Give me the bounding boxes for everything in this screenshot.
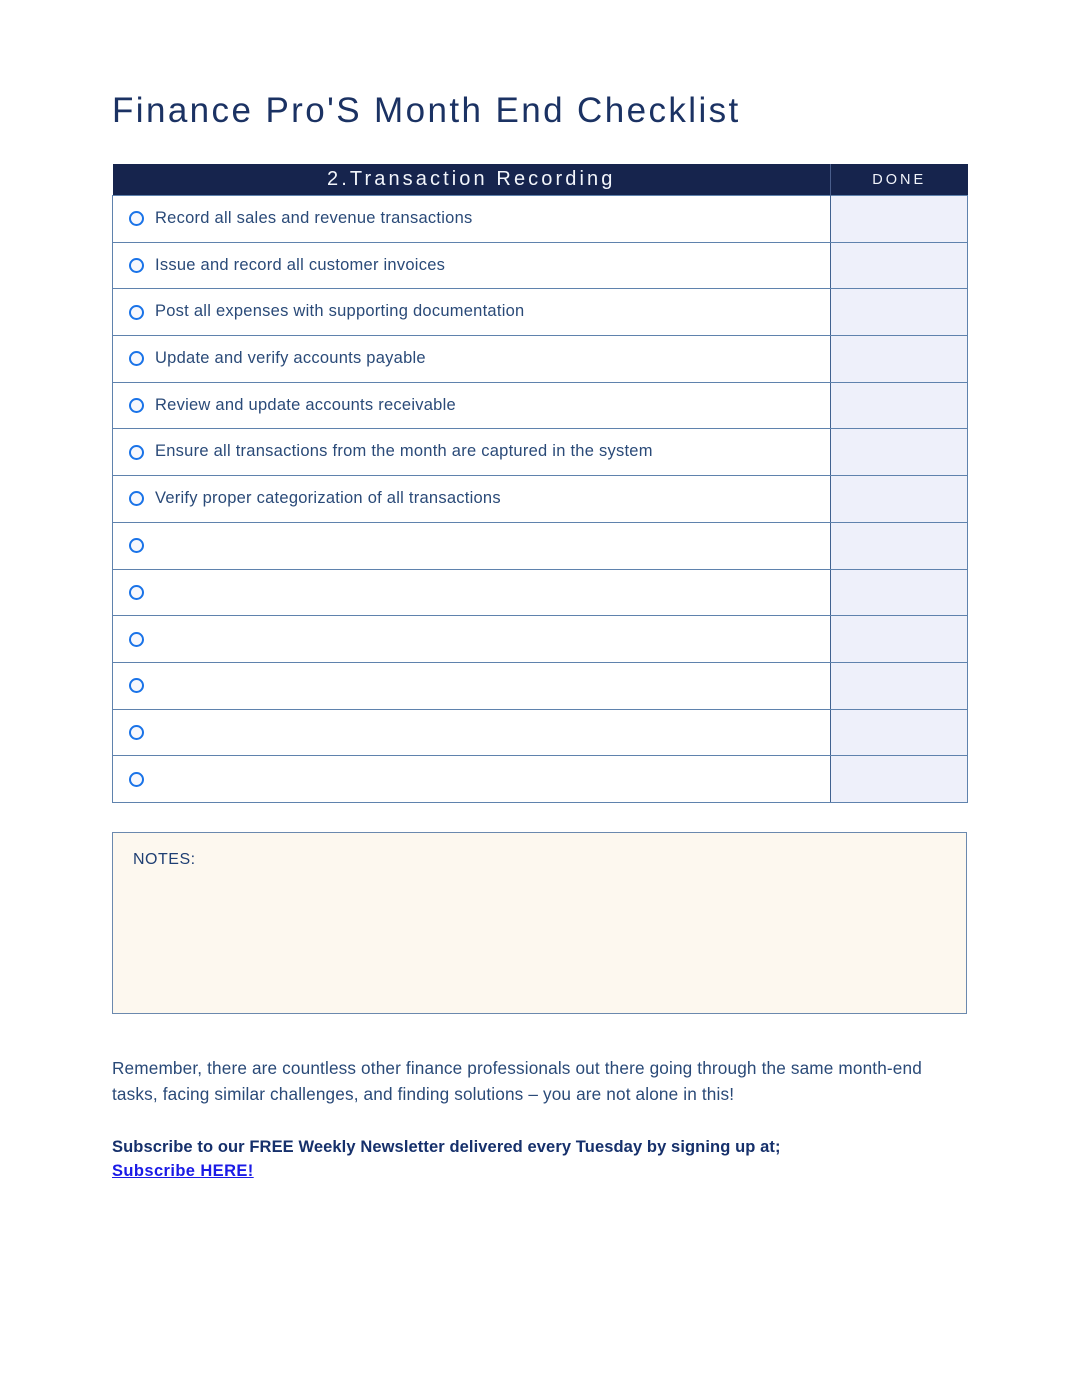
task-cell[interactable] (113, 756, 831, 803)
table-row (113, 476, 968, 523)
task-cell[interactable] (113, 289, 831, 336)
notes-label: NOTES: (133, 851, 196, 868)
task-row-content (129, 489, 830, 509)
checkbox-circle-icon[interactable] (129, 772, 144, 787)
done-column-header: DONE (831, 164, 968, 196)
task-label: Verify proper categorization of all transactions (155, 489, 501, 508)
task-cell[interactable] (113, 476, 831, 523)
done-cell[interactable] (831, 289, 968, 336)
table-row (113, 196, 968, 243)
task-row-content (129, 349, 830, 369)
subscribe-here-link[interactable]: Subscribe HERE! (112, 1162, 254, 1180)
task-cell[interactable] (113, 522, 831, 569)
table-row (113, 569, 968, 616)
checkbox-circle-icon[interactable] (129, 538, 144, 553)
checkbox-circle-icon[interactable] (129, 398, 144, 413)
task-cell[interactable] (113, 382, 831, 429)
task-row-content (129, 538, 830, 553)
checkbox-circle-icon[interactable] (129, 305, 144, 320)
checklist-table-head (113, 164, 968, 196)
checkbox-circle-icon[interactable] (129, 211, 144, 226)
table-row (113, 662, 968, 709)
newsletter-cta-text: Subscribe to our FREE Weekly Newsletter delivered every Tuesday by signing up at; (112, 1138, 781, 1156)
task-row-content (129, 725, 830, 740)
done-cell[interactable] (831, 476, 968, 523)
task-label: Ensure all transactions from the month are captured in the system (155, 442, 653, 461)
section-header-label: 2.Transaction Recording (113, 164, 831, 196)
task-cell[interactable] (113, 709, 831, 756)
task-row-content (129, 209, 830, 229)
done-cell[interactable] (831, 662, 968, 709)
notes-box[interactable] (112, 832, 967, 1014)
table-row (113, 429, 968, 476)
table-row (113, 756, 968, 803)
task-row-content (129, 256, 830, 276)
task-cell[interactable] (113, 569, 831, 616)
task-label: Review and update accounts receivable (155, 395, 456, 414)
done-cell[interactable] (831, 196, 968, 243)
checkbox-circle-icon[interactable] (129, 632, 144, 647)
done-cell[interactable] (831, 429, 968, 476)
checkbox-circle-icon[interactable] (129, 678, 144, 693)
task-cell[interactable] (113, 242, 831, 289)
task-row-content (129, 772, 830, 787)
done-cell[interactable] (831, 522, 968, 569)
task-row-content (129, 396, 830, 416)
done-cell[interactable] (831, 569, 968, 616)
done-cell[interactable] (831, 336, 968, 383)
table-row (113, 336, 968, 383)
task-cell[interactable] (113, 662, 831, 709)
footer-paragraph: Remember, there are countless other finance professionals out there going through the same month-end tasks, facing similar challenges, and finding solutions – you are not alone in this! (112, 1058, 922, 1104)
table-row (113, 382, 968, 429)
checkbox-circle-icon[interactable] (129, 351, 144, 366)
table-row (113, 616, 968, 663)
done-cell[interactable] (831, 756, 968, 803)
table-header-row (113, 164, 968, 196)
checkbox-circle-icon[interactable] (129, 258, 144, 273)
task-label: Issue and record all customer invoices (155, 255, 446, 274)
task-row-content (129, 632, 830, 647)
done-cell[interactable] (831, 616, 968, 663)
task-cell[interactable] (113, 429, 831, 476)
checkbox-circle-icon[interactable] (129, 725, 144, 740)
table-row (113, 522, 968, 569)
task-label: Post all expenses with supporting documentation (155, 302, 525, 321)
task-label: Record all sales and revenue transactions (155, 208, 473, 227)
table-row (113, 242, 968, 289)
checkbox-circle-icon[interactable] (129, 445, 144, 460)
done-cell[interactable] (831, 709, 968, 756)
checklist-table (112, 164, 968, 803)
footer-section (112, 1056, 968, 1181)
task-cell[interactable] (113, 616, 831, 663)
page-title: Finance Pro'S Month End Checklist (112, 91, 741, 131)
checkbox-circle-icon[interactable] (129, 491, 144, 506)
table-row (113, 709, 968, 756)
done-cell[interactable] (831, 242, 968, 289)
done-cell[interactable] (831, 382, 968, 429)
task-label: Update and verify accounts payable (155, 349, 426, 367)
task-row-content (129, 585, 830, 600)
task-row-content (129, 678, 830, 693)
task-row-content (129, 302, 830, 322)
task-row-content (129, 442, 830, 462)
checkbox-circle-icon[interactable] (129, 585, 144, 600)
task-cell[interactable] (113, 336, 831, 383)
task-cell[interactable] (113, 196, 831, 243)
checklist-table-body (113, 196, 968, 803)
table-row (113, 289, 968, 336)
